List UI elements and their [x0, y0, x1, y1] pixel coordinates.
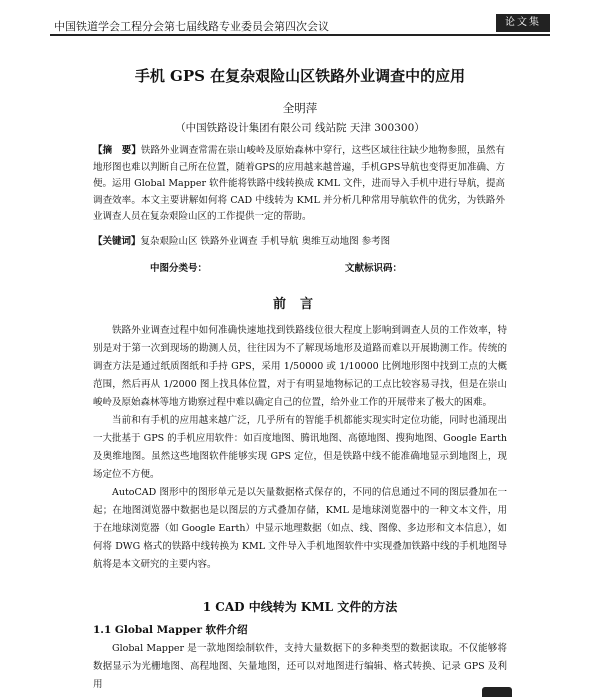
keywords: [93, 233, 505, 247]
header-rule: [50, 34, 550, 36]
running-header: [50, 12, 550, 34]
abstract-label: 【摘 要】: [93, 145, 141, 156]
heading-1: 1 CAD 中线转为 KML 文件的方法: [202, 600, 398, 614]
header-title: 中国铁道学会工程分会第七届线路专业委员会第四次会议: [54, 20, 329, 33]
affiliation: （中国铁路设计集团有限公司 线站院 天津 300300）: [175, 122, 425, 134]
author: 全明萍: [282, 101, 318, 115]
header-badge: 论文集: [496, 14, 550, 32]
heading-1-1: 1.1 Global Mapper 软件介绍: [93, 624, 248, 636]
section-1-1-body: [93, 640, 507, 694]
clc-label: 中图分类号：: [150, 263, 208, 274]
abstract: [93, 143, 505, 226]
paper-title: 手机 GPS 在复杂艰险山区铁路外业调查中的应用: [134, 67, 466, 85]
keywords-label: 【关键词】: [93, 236, 141, 247]
doc-code-label: 文献标识码：: [345, 263, 403, 274]
intro-paragraph-3: AutoCAD 图形中的图形单元是以矢量数据格式保存的，不同的信息通过不同的图层叠加在一起；在地图浏览器中数据也是以图层的方式叠加存储，KML 是地球浏览器中的一种文本文件，用于在地球浏览器（如 Google Earth）中显示地理数据（如点、线、图像、多边形和文本信息），如何将 DWG 格式的铁路中线转换为 KML 文件导入手机地图软件中实现叠加铁路中线的手机地图导航将是本文研究的主要内容。: [93, 487, 507, 570]
section-title: 前言: [272, 297, 327, 312]
abstract-text: 铁路外业调查常需在崇山峻岭及原始森林中穿行，这些区域往往缺少地物参照，虽然有地形图也难以判断自己所在位置，随着GPS的应用越来越普遍，手机GPS导航也变得更加准确、方便。运用 Global Mapper 软件能将铁路中线转换成 KML 文件，进而导入手机中进行导航，提高调查效率。本文主要讲解如何将 CAD 中线转为 KML 并分析几种常用导航软件的优劣，为铁路外业调查人员在复杂艰险山区的工作提供一定的帮助。: [93, 145, 505, 222]
keywords-text: 复杂艰险山区 铁路外业调查 手机导航 奥维互动地图 参考图: [140, 236, 391, 247]
section-1-1-paragraph: Global Mapper 是一款地图绘制软件，支持大量数据下的多种类型的数据读取。不仅能够将数据显示为光栅地图、高程地图、矢量地图，还可以对地图进行编辑、格式转换、记录 GPS 及利用: [93, 643, 507, 690]
intro-paragraph-1: 铁路外业调查过程中如何准确快速地找到铁路线位很大程度上影响到调查人员的工作效率，特别是对于第一次到现场的勘测人员，往往因为不了解现场地形及道路而难以开展勘测工作。传统的调查方法是通过纸质图纸和手持 GPS，采用 1/50000 或 1/10000 比例地形图中找到工点的大概范围，然后再从 1/2000 图上找具体位置，对于有明显地物标记的工点比较容易寻找，但是在崇山峻岭及原始森林等地方勘察过程中难以确定自己的位置，给外业工作的开展带来了极大的困难。: [93, 325, 507, 408]
intro-body: [93, 322, 507, 574]
page-number-tab: [482, 687, 512, 697]
intro-paragraph-2: 当前和有手机的应用越来越广泛，几乎所有的智能手机都能实现实时定位功能，同时也涌现出一大批基于 GPS 的手机应用软件：如百度地图、腾讯地图、高德地图、搜狗地图、Google Earth 及奥维地图。虽然这些地图软件能够实现 GPS 定位，但是铁路中线不能准确地显示到地图上，现场定位不方便。: [93, 415, 507, 480]
